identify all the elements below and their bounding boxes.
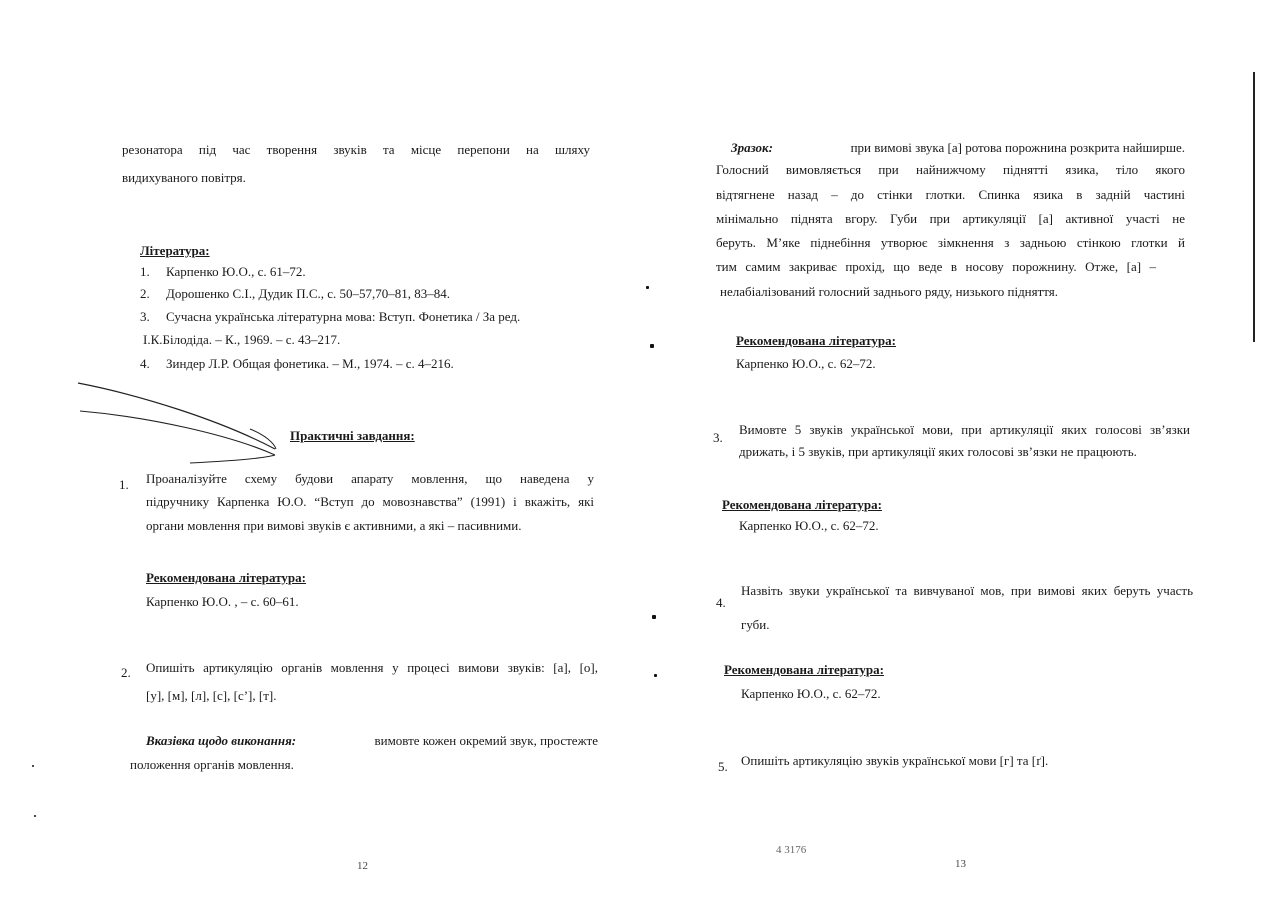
scan-speck (32, 765, 34, 767)
scan-speck (652, 615, 656, 619)
recommended-literature-heading: Рекомендована література: (736, 333, 896, 348)
literature-item: 1. Карпенко Ю.О., с. 61–72. (140, 264, 306, 279)
task-5-number: 5. (718, 759, 728, 774)
recommended-literature-heading: Рекомендована література: (146, 570, 306, 585)
task-4-number: 4. (716, 595, 726, 610)
intro-line-2: видихуваного повітря. (122, 170, 246, 185)
intro-line-1: резонатора під час творення звуків та місце перепони на шляху (122, 142, 590, 157)
task-2-number: 2. (121, 665, 131, 680)
literature-item-continuation: І.К.Білодіда. – К., 1969. – с. 43–217. (143, 332, 341, 347)
literature-heading: Література: (140, 243, 210, 258)
sample-line-5: беруть. М’яке піднебіння утворює зімкнення з задньою стінкою глотки й (716, 235, 1185, 250)
scan-speck (654, 674, 657, 677)
sample-reference: Карпенко Ю.О., с. 62–72. (736, 356, 876, 371)
literature-item: 4. Зиндер Л.Р. Общая фонетика. – М., 1974. – с. 4–216. (140, 356, 454, 371)
task-1-number: 1. (119, 477, 129, 492)
hint-line-2: положення органів мовлення. (130, 757, 294, 772)
literature-item: 3. Сучасна українська літературна мова: Вступ. Фонетика / За ред. (140, 309, 521, 324)
scan-speck (650, 344, 654, 348)
sample-line-4: мінімально піднята вгору. Губи при артикуляції [а] активної участі не (716, 211, 1185, 226)
sample-label: Зразок: (731, 140, 773, 155)
sample-line-3: відтягнене назад – до стінки глотки. Спинка язика в задній частині (716, 187, 1185, 202)
scan-speck (646, 286, 649, 289)
task-4-line-2: губи. (741, 617, 770, 632)
task-1-line-2: підручнику Карпенка Ю.О. “Вступ до мовознавства” (1991) і вкажіть, які (146, 494, 594, 509)
recommended-literature-heading: Рекомендована література: (724, 662, 884, 677)
hint-line-1 (146, 733, 598, 749)
task-3-number: 3. (713, 430, 723, 445)
sample-line-6: тим самим закриває прохід, що веде в носову порожнину. Отже, [а] – (716, 259, 1156, 274)
recommended-literature-heading: Рекомендована література: (722, 497, 882, 512)
scan-speck (34, 815, 36, 817)
task-2-line-1: Опишіть артикуляцію органів мовлення у процесі вимови звуків: [а], [о], (146, 660, 598, 675)
sample-line-7: нелабіалізований голосний заднього ряду, низького підняття. (720, 284, 1059, 299)
task-2-line-2: [у], [м], [л], [с], [с’], [т]. (146, 688, 277, 703)
hint-label: Вказівка щодо виконання: (146, 733, 297, 748)
task-1-line-1: Проаналізуйте схему будови апарату мовлення, що наведена у (146, 471, 594, 486)
task-3-line-1: Вимовте 5 звуків української мови, при артикуляції яких голосові зв’язки (739, 422, 1190, 437)
handwritten-strokes (70, 375, 310, 475)
task-5-text: Опишіть артикуляцію звуків української мови [г] та [ґ]. (741, 753, 1049, 768)
page-number-right: 13 (955, 858, 966, 870)
footer-mark: 4 3176 (776, 844, 807, 856)
literature-item: 2. Дорошенко С.І., Дудик П.С., с. 50–57,70–81, 83–84. (140, 286, 451, 301)
task-4-line-1: Назвіть звуки української та вивчуваної мов, при вимові яких беруть участь (741, 583, 1193, 598)
task-4-reference: Карпенко Ю.О., с. 62–72. (741, 686, 881, 701)
scan-edge-line (1253, 72, 1255, 342)
sample-line-1: Зразок: при вимові звука [а] ротова порожнина розкрита найширше. (731, 140, 1185, 155)
practical-heading: Практичні завдання: (290, 428, 415, 443)
task-1-line-3: органи мовлення при вимові звуків є активними, а які – пасивними. (146, 518, 522, 533)
page-number-left: 12 (357, 860, 368, 872)
task-3-reference: Карпенко Ю.О., с. 62–72. (739, 518, 879, 533)
sample-line-2: Голосний вимовляється при найнижчому піднятті язика, тіло якого (716, 162, 1185, 177)
task-3-line-2: дрижать, і 5 звуків, при артикуляції яких голосові зв’язки не працюють. (739, 444, 1137, 459)
task-1-reference: Карпенко Ю.О. , – с. 60–61. (146, 594, 299, 609)
hint-text: вимовте кожен окремий звук, простежте (374, 733, 598, 748)
